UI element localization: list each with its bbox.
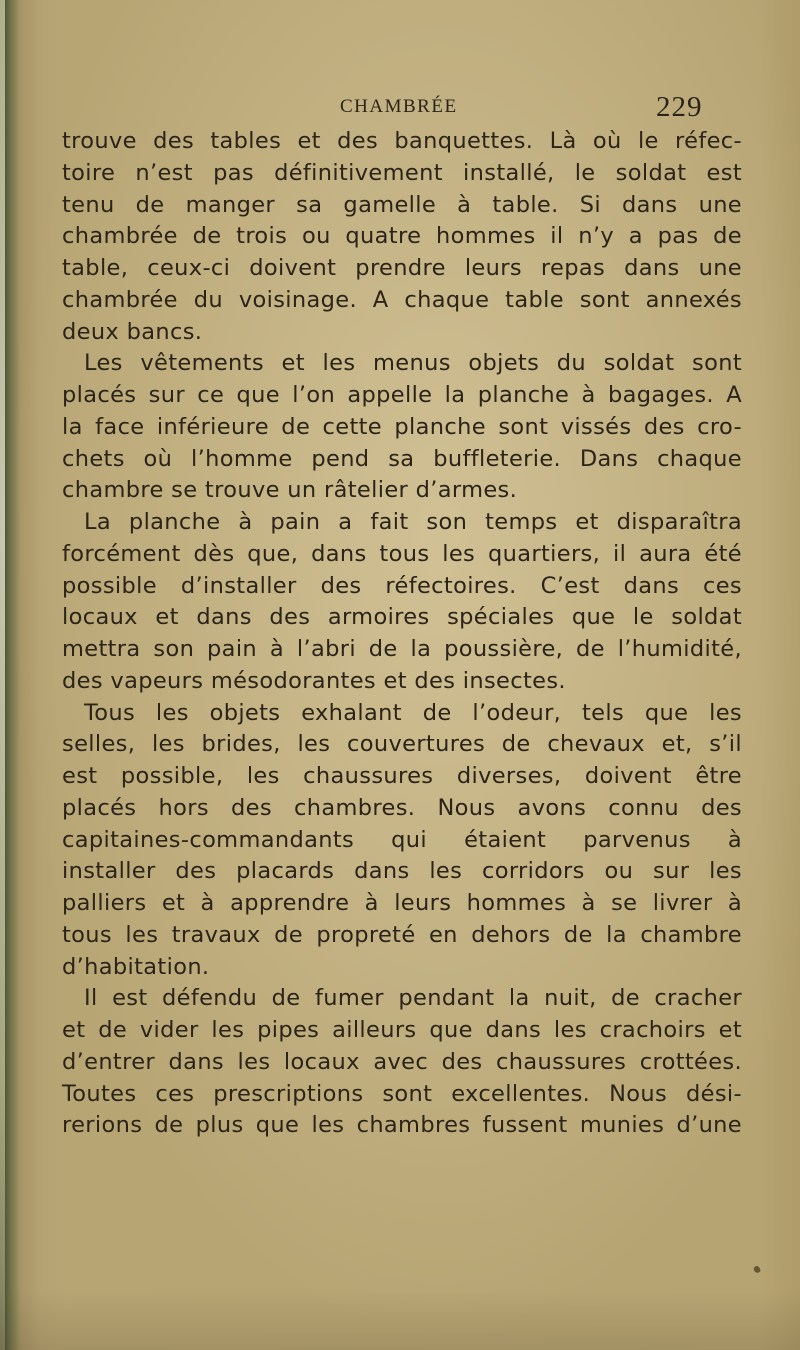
text-line: trouve des tables et des banquettes. Là où le réfec- — [62, 128, 742, 154]
text-line: forcément dès que, dans tous les quartiers, il aura été — [62, 540, 742, 567]
text-line: rerions de plus que les chambres fussent munies d’une — [62, 1112, 742, 1139]
text-line: capitaines-commandants qui étaient parvenus à — [62, 826, 742, 853]
page-bottom-shade — [0, 1290, 800, 1350]
text-line: deux bancs. — [62, 318, 203, 345]
text-line: d’entrer dans les locaux avec des chaussures crottées. — [62, 1048, 742, 1075]
body-text — [62, 126, 742, 1142]
page-number: 229 — [656, 91, 703, 123]
text-line: Les vêtements et les menus objets du soldat sont — [84, 350, 742, 377]
text-line: la face inférieure de cette planche sont vissés des cro- — [62, 413, 742, 440]
text-line: chets où l’homme pend sa buffleterie. Dans chaque — [62, 445, 742, 472]
running-head — [0, 90, 800, 130]
text-line: d’habitation. — [62, 953, 210, 980]
text-line: des vapeurs mésodorantes et des insectes. — [62, 667, 566, 694]
text-line: chambrée de trois ou quatre hommes il n’y a pas de — [62, 223, 742, 250]
text-line: est possible, les chaussures diverses, doivent être — [62, 763, 742, 789]
text-line: palliers et à apprendre à leurs hommes à se livrer à — [62, 890, 742, 916]
text-line: placés sur ce que l’on appelle la planche à bagages. A — [62, 382, 742, 408]
running-head-title: CHAMBRÉE — [340, 96, 458, 117]
text-line: possible d’installer des réfectoires. C’est dans ces — [62, 572, 742, 599]
text-line: chambrée du voisinage. A chaque table sont annexés — [62, 286, 742, 313]
text-line: Toutes ces prescriptions sont excellentes. Nous dési- — [62, 1080, 742, 1107]
text-line: chambre se trouve un râtelier d’armes. — [62, 477, 518, 504]
text-line: La planche à pain a fait son temps et disparaîtra — [84, 509, 742, 535]
text-line: placés hors des chambres. Nous avons connu des — [62, 794, 742, 821]
text-line: tenu de manger sa gamelle à table. Si dans une — [62, 191, 742, 218]
ink-smudge — [753, 1265, 762, 1274]
text-line: locaux et dans des armoires spéciales que le soldat — [62, 604, 742, 631]
text-line: toire n’est pas définitivement installé, le soldat est — [62, 159, 742, 186]
binding-edge — [0, 0, 5, 1350]
text-line: Il est défendu de fumer pendant la nuit, de cracher — [84, 985, 742, 1012]
text-line: table, ceux-ci doivent prendre leurs repas dans une — [62, 255, 742, 281]
text-line: mettra son pain à l’abri de la poussière, de l’humidité, — [62, 636, 742, 662]
text-line: tous les travaux de propreté en dehors de la chambre — [62, 921, 742, 948]
text-line: Tous les objets exhalant de l’odeur, tels que les — [84, 699, 742, 726]
text-line: selles, les brides, les couvertures de chevaux et, s’il — [62, 731, 742, 758]
text-line: et de vider les pipes ailleurs que dans les crachoirs et — [62, 1017, 742, 1043]
text-line: installer des placards dans les corridors ou sur les — [62, 858, 742, 885]
